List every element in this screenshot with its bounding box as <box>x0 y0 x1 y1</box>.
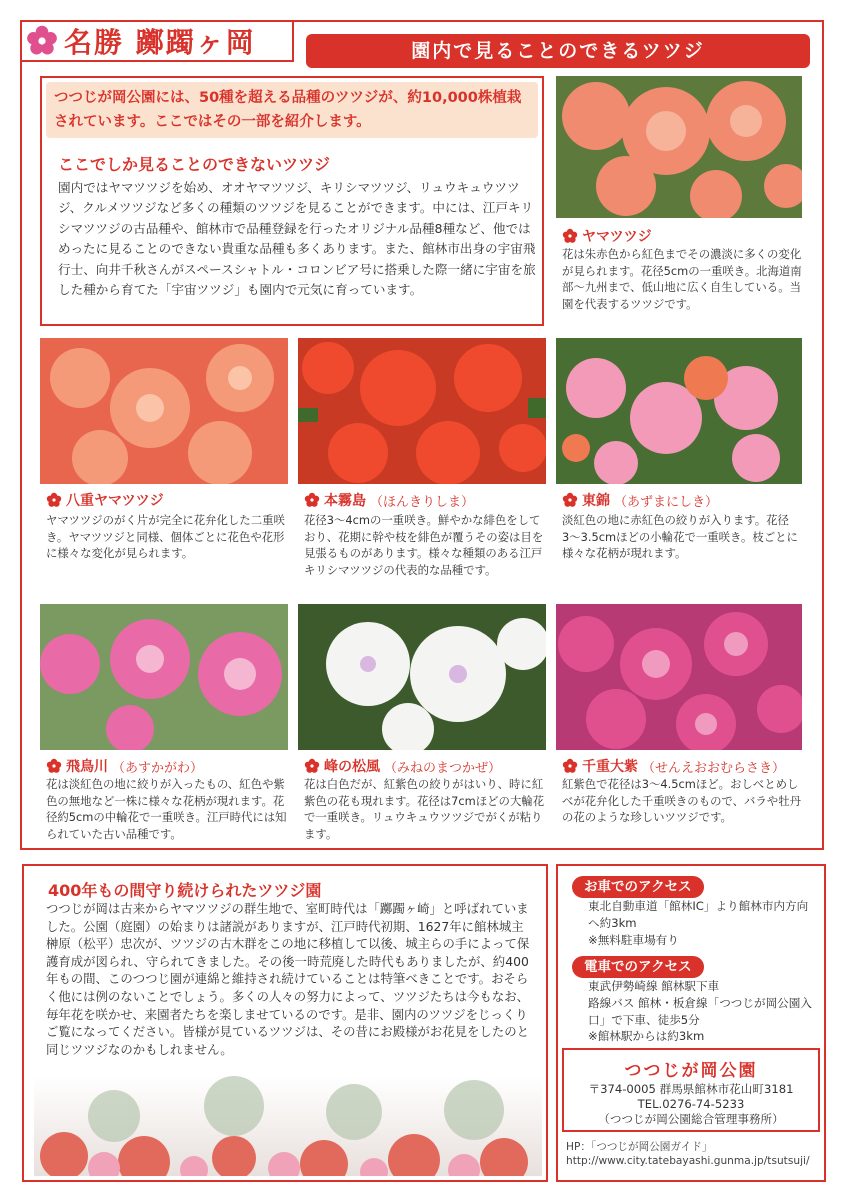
azalea-flower-icon <box>24 23 60 59</box>
variety-reading: （みねのまつかぜ） <box>384 760 502 776</box>
photo-honkirishima <box>298 338 546 484</box>
car-access-text: 東北自動車道「館林IC」より館林市内方向へ約3km <box>588 899 809 930</box>
photo-minenomatsukaze <box>298 604 546 750</box>
intro-lead: つつじが岡公園には、50種を超える品種のツツジが、約10,000株植栽されています。ここではその一部を紹介します。 <box>46 82 538 138</box>
variety-reading: （ほんきりしま） <box>370 494 475 510</box>
photo-azumanishiki <box>556 338 802 484</box>
variety-reading: （あずまにしき） <box>614 494 719 510</box>
variety-desc: ヤマツツジのがく片が完全に花弁化した二重咲き。ヤマツツジと同様、個体ごとに花色や花形に様々な変化が見られます。 <box>46 513 285 561</box>
variety-desc: 花は朱赤色から紅色までその濃淡に多くの変化が見られます。花径5cmの一重咲き。北海道南部〜九州まで、低山地に広く自生している。当園を代表するツツジです。 <box>562 247 802 311</box>
history-title: 400年もの間守り続けられたツツジ園 <box>48 881 322 900</box>
variety-desc: 淡紅色の地に赤紅色の絞りが入ります。花径3〜3.5cmほどの小輪花で一重咲き。枝ごとに様々な花柄が現れます。 <box>562 513 798 561</box>
variety-title <box>304 490 474 510</box>
homepage <box>566 1140 810 1168</box>
car-access-title: お車でのアクセス <box>572 876 704 898</box>
intro-body: 園内ではヤマツツジを始め、オオヤマツツジ、キリシマツツジ、リュウキュウツツジ、クルメツツジなど多くの種類のツツジを見ることができます。中には、江戸キリシマツツジの古品種や、館林市で品種登録を行ったオリジナル品種8種など、他ではめったに見ることのできない貴重な品種も多くあります。また、館林市出身の宇宙飛行士、向井千秋さんがスペースシャトル・コロンビア号に搭乗した際一緒に宇宙を旅した種から育てた「宇宙ツツジ」も園内で元気に育っています。 <box>58 180 536 298</box>
variety-reading: （あすかがわ） <box>112 760 204 776</box>
park-address: 〒374-0005 群馬県館林市花山町3181 <box>588 1082 794 1096</box>
variety-name: ヤマツツジ <box>582 229 652 245</box>
azalea-flower-icon <box>46 758 62 774</box>
homepage-url[interactable]: http://www.city.tatebayashi.gunma.jp/tsutsuji/ <box>566 1155 810 1167</box>
history-body: つつじが岡は古来からヤマツツジの群生地で、室町時代は「躑躅ヶ崎」と呼ばれていました。公園（庭園）の始まりは諸説がありますが、江戸時代初期、1627年に館林城主 榊原（松平）忠次が、ツツジの古木群をこの地に移植して以後、城主らの手によって保護育成が図られ、守られてきました。その後一時荒廃した時代もありましたが、約400年もの間、このつつじ園が連綿と維持され続けていることは特筆べきことです。おそらく他には例のないことでしょう。多くの人々の努力によって、ツツジたちは今もなお、毎年花を咲かせ、来園者たちを楽しませているのです。是非、園内のツツジをじっくりご覧になってください。皆様が見ているツツジは、その昔にお殿様がお花見をしたのと同じツツジなのかもしれません。 <box>46 901 530 1057</box>
variety-desc: 花は淡紅色の地に絞りが入ったもの、紅色や紫色の無地など一株に様々な花柄が現れます。花径約5cmの中輪花で一重咲き。江戸時代には知られていた古い品種です。 <box>46 777 287 841</box>
variety-desc: 花は白色だが、紅紫色の絞りがはいり、時に紅紫色の花も現れます。花径は7cmほどの大輪花で一重咲き。リュウキュウツツジでがくが粘ります。 <box>304 777 545 841</box>
variety-title <box>562 226 652 246</box>
park-info <box>562 1082 820 1127</box>
photo-asukagawa <box>40 604 288 750</box>
intro-subtitle: ここでしか見ることのできないツツジ <box>58 155 331 174</box>
park-name: つつじが岡公園 <box>624 1061 758 1081</box>
azalea-flower-icon <box>562 228 578 244</box>
variety-name: 東錦 <box>582 493 610 509</box>
variety-name: 飛鳥川 <box>66 759 108 775</box>
variety-desc: 花径3〜4cmの一重咲き。鮮やかな緋色をしており、花期に幹や枝を緋色が覆うその姿は目を見張るものがあります。様々な種類のある江戸キリシマツツジの代表的な品種です。 <box>304 513 544 577</box>
photo-yae-yamatsutsuji <box>40 338 288 484</box>
train-access-text: 東武伊勢崎線 館林駅下車 <box>588 979 720 993</box>
photo-yamatsutsuji <box>556 76 802 218</box>
train-access-title: 電車でのアクセス <box>572 956 704 978</box>
variety-title <box>46 756 203 776</box>
park-tel: TEL.0276-74-5233 <box>637 1097 745 1111</box>
azalea-flower-icon <box>562 492 578 508</box>
variety-title <box>562 490 718 510</box>
car-access-note: ※無料駐車場有り <box>588 933 679 947</box>
azalea-flower-icon <box>304 758 320 774</box>
homepage-label: HP：「つつじが岡公園ガイド」 <box>566 1141 713 1153</box>
variety-desc: 紅紫色で花径は3〜4.5cmほど。おしべとめしべが花弁化した千重咲きのもので、バラや牡丹の花のような珍しいツツジです。 <box>562 777 801 825</box>
variety-title <box>304 756 501 776</box>
section-banner: 園内で見ることのできるツツジ <box>306 34 810 68</box>
azalea-flower-icon <box>304 492 320 508</box>
brand <box>24 22 256 60</box>
variety-name: 本霧島 <box>324 493 366 509</box>
variety-title <box>46 490 164 510</box>
train-access-note: ※館林駅からは約3km <box>588 1029 705 1043</box>
variety-reading: （せんえおおむらさき） <box>642 760 786 776</box>
variety-name: 八重ヤマツツジ <box>66 493 164 509</box>
variety-title <box>562 756 785 776</box>
train-access-bus: 路線バス 館林・板倉線「つつじが岡公園入口」で下車、徒歩5分 <box>588 996 812 1027</box>
azalea-flower-icon <box>46 492 62 508</box>
brand-title: 名勝 躑躅ヶ岡 <box>64 26 256 59</box>
photo-park-panorama <box>34 1076 542 1176</box>
azalea-flower-icon <box>562 758 578 774</box>
variety-name: 峰の松風 <box>324 759 380 775</box>
variety-name: 千重大紫 <box>582 759 638 775</box>
photo-senoomurasaki <box>556 604 802 750</box>
park-office: （つつじが岡公園総合管理事務所） <box>598 1112 784 1126</box>
